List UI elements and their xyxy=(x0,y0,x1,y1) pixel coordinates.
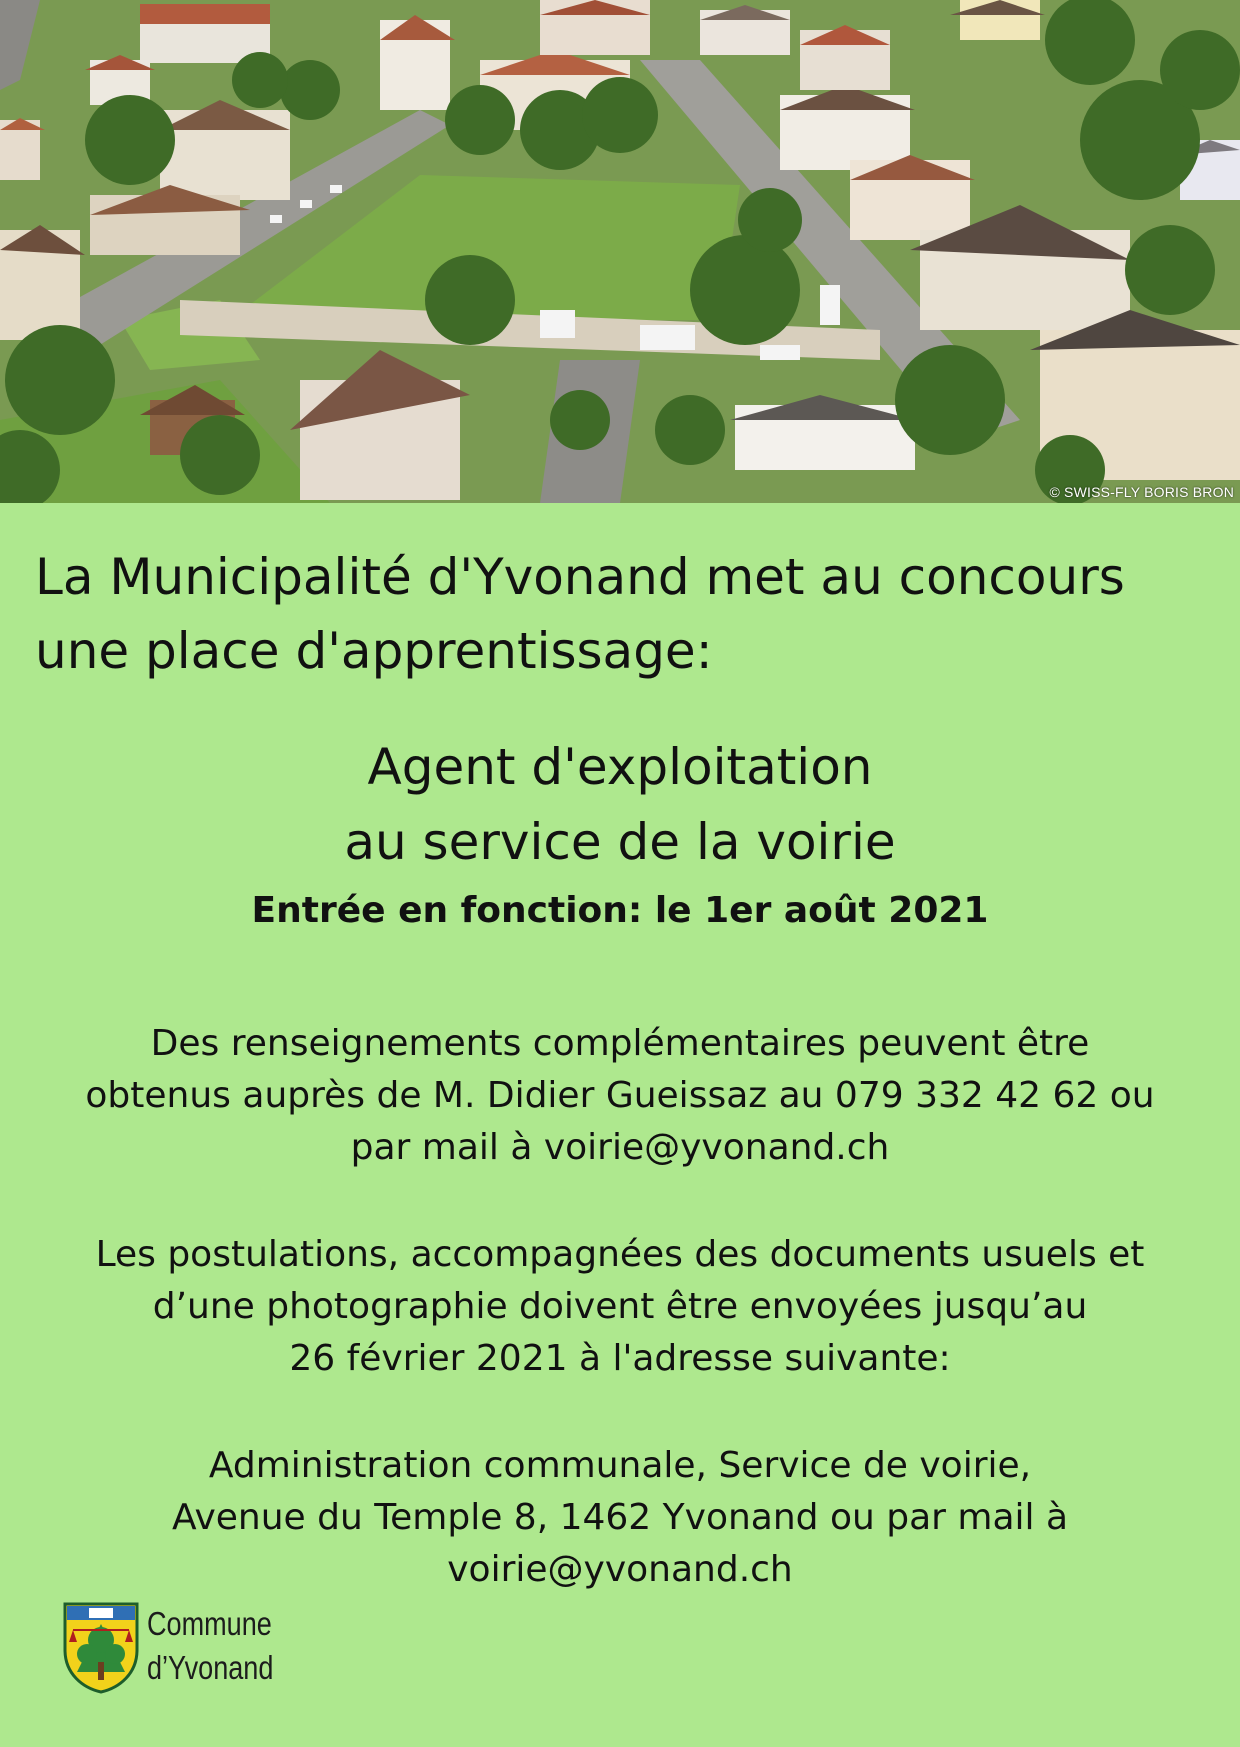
coat-of-arms-icon xyxy=(63,1602,139,1694)
start-date: Entrée en fonction: le 1er août 2021 xyxy=(251,890,989,931)
info-line-1: Des renseignements complémentaires peuvent être xyxy=(150,1023,1090,1064)
address-line-2: Avenue du Temple 8, 1462 Yvonand ou par mail à xyxy=(171,1497,1069,1538)
address-paragraph xyxy=(0,1440,1240,1596)
commune-name xyxy=(147,1602,273,1690)
info-line-2: obtenus auprès de M. Didier Gueissaz au 079 332 42 62 ou xyxy=(85,1075,1155,1116)
info-paragraph xyxy=(0,1018,1240,1174)
job-title-line-1: Agent d'exploitation xyxy=(367,738,873,796)
application-line-1: Les postulations, accompagnées des documents usuels et xyxy=(95,1234,1145,1275)
address-line-3: voirie@yvonand.ch xyxy=(447,1549,793,1590)
aerial-village-photo-icon xyxy=(0,0,1240,503)
commune-name-line-2: d’Yvonand xyxy=(147,1649,274,1686)
info-line-3: par mail à voirie@yvonand.ch xyxy=(350,1127,890,1168)
commune-logo xyxy=(63,1602,293,1694)
application-line-3: 26 février 2021 à l'adresse suivante: xyxy=(289,1338,951,1379)
intro-heading xyxy=(35,540,1215,688)
commune-name-line-1: Commune xyxy=(147,1605,272,1642)
address-line-1: Administration communale, Service de voirie, xyxy=(208,1445,1032,1486)
aerial-village-photo xyxy=(0,0,1240,503)
intro-line-1: La Municipalité d'Yvonand met au concours xyxy=(35,548,1125,606)
application-paragraph xyxy=(0,1229,1240,1385)
intro-line-2: une place d'apprentissage: xyxy=(35,622,713,680)
photo-credit: © SWISS-FLY BORIS BRON xyxy=(1049,484,1234,500)
application-line-2: d’une photographie doivent être envoyées jusqu’au xyxy=(152,1286,1088,1327)
job-title-line-2: au service de la voirie xyxy=(344,813,896,871)
